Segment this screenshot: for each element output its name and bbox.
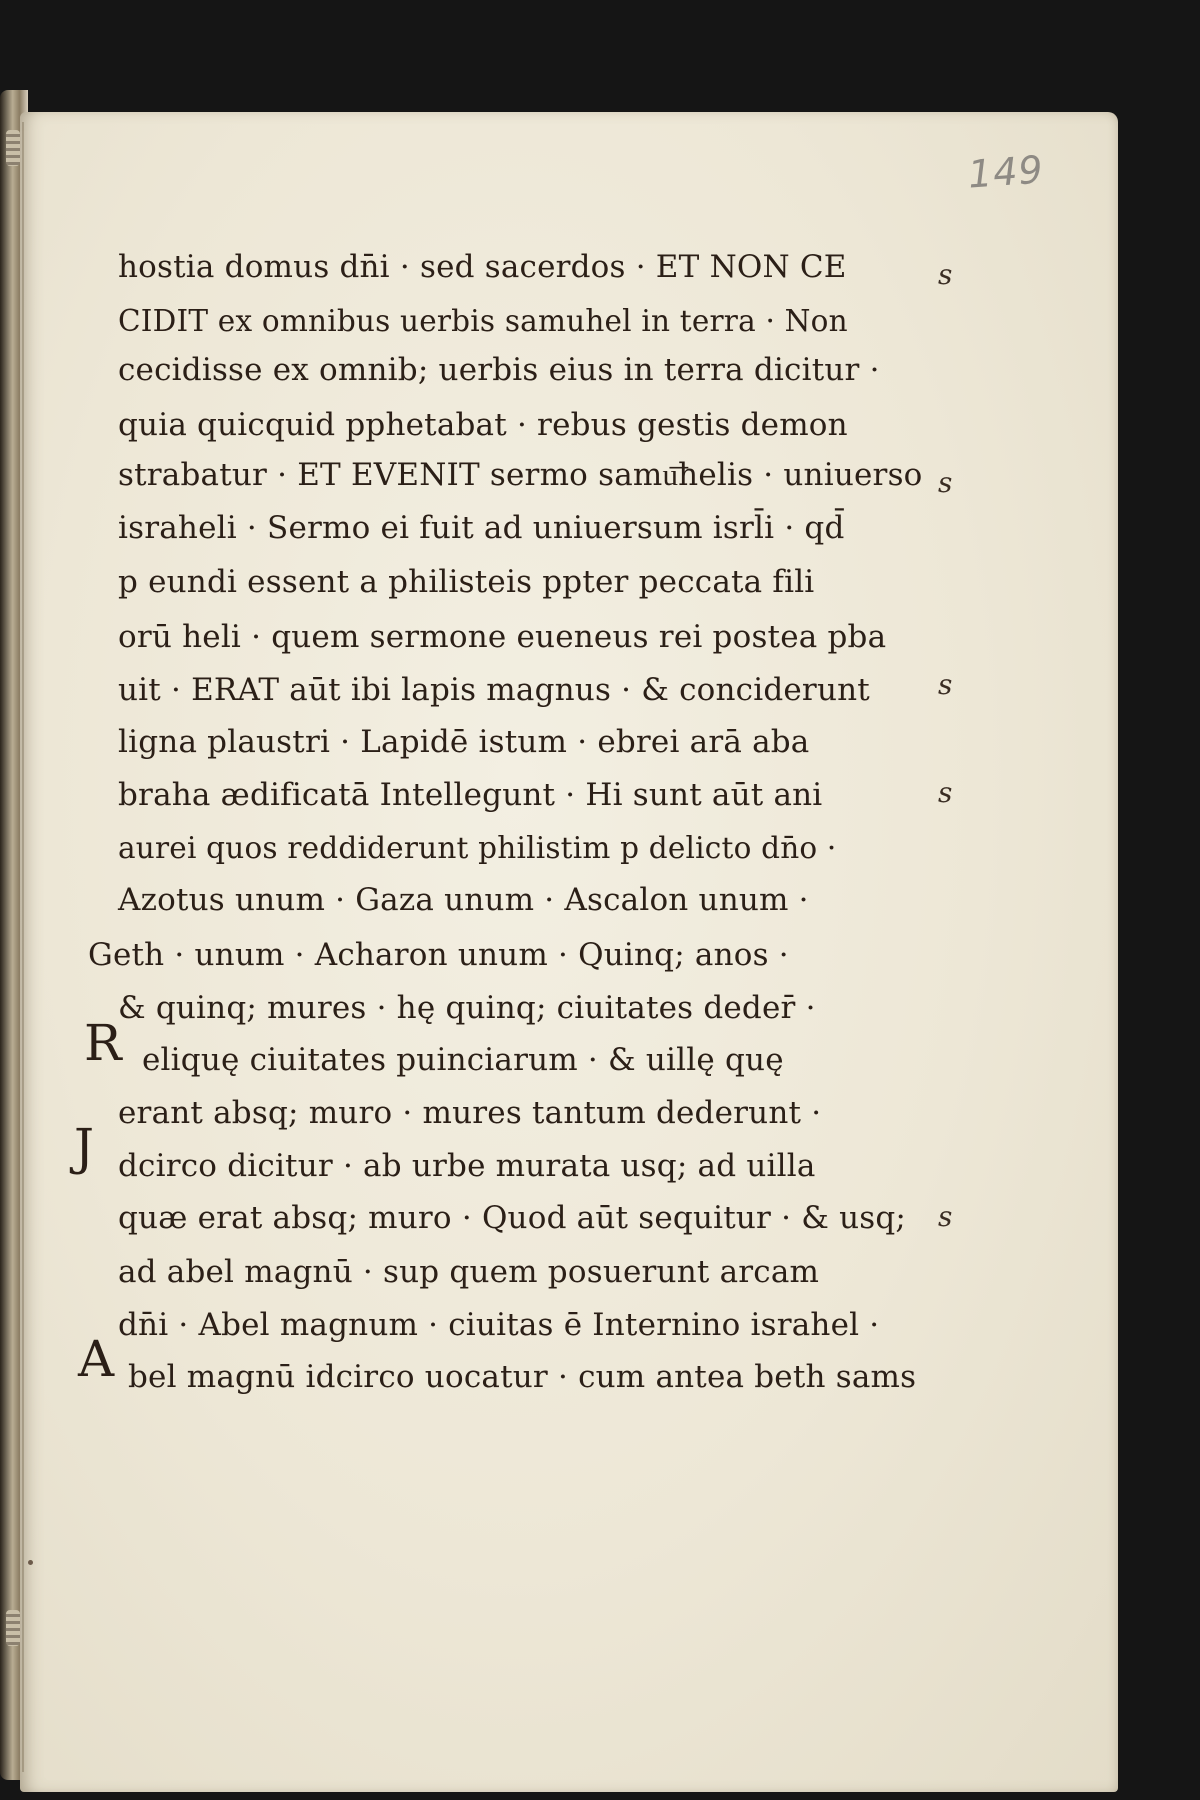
text-line: quæ erat absq; muro · Quod aūt sequitur · & usq; [118,1200,907,1236]
text-line: bel magnū idcirco uocatur · cum antea beth sams [128,1359,917,1395]
text-line: hostia domus dn̄i · sed sacerdos · ET NON CE [118,249,847,285]
text-line: ligna plaustri · Lapidē istum · ebrei arā aba [118,724,810,760]
text-line: Azotus unum · Gaza unum · Ascalon unum · [118,882,809,918]
initial-letter-a: A [78,1330,115,1388]
text-line: quia quicquid pphetabat · rebus gestis demon [118,407,848,443]
margin-mark: s [938,258,953,291]
margin-mark: s [938,668,953,701]
text-line: orū heli · quem sermone eueneus rei postea pba [118,619,887,655]
ink-speck [28,1560,33,1565]
text-line: dn̄i · Abel magnum · ciuitas ē Internino israhel · [118,1307,880,1343]
text-line: israheli · Sermo ei fuit ad uniuersum isrl̄i · qd̄ [118,510,845,546]
text-line: ad abel magnū · sup quem posuerunt arcam [118,1254,820,1290]
margin-mark: s [938,776,953,809]
text-line: & quinq; mures · hę quinq; ciuitates deder̄ · [118,990,816,1026]
folio-number: 149 [966,147,1045,197]
text-line: dcirco dicitur · ab urbe murata usq; ad uilla [118,1148,816,1184]
text-line: braha ædificatā Intellegunt · Hi sunt aūt ani [118,777,823,813]
text-line: uit · ERAT aūt ibi lapis magnus · & conciderunt [118,672,870,708]
margin-mark: s [938,466,953,499]
margin-mark: s [938,1200,953,1233]
text-line: eliquę ciuitates puinciarum · & uillę quę [142,1042,784,1078]
initial-letter-i: J [74,1118,95,1176]
text-line: aurei quos reddiderunt philistim p delicto dn̄o · [118,831,837,865]
text-line: Geth · unum · Acharon unum · Quinq; anos · [88,937,789,973]
text-line: erant absq; muro · mures tantum dederunt · [118,1095,822,1131]
initial-letter-r: R [84,1014,122,1072]
text-line: cecidisse ex omnib; uerbis eius in terra dicitur · [118,352,880,388]
text-line: p eundi essent a philisteis ppter peccata fili [118,564,815,600]
text-line: CIDIT ex omnibus uerbis samuhel in terra · Non [118,304,848,338]
text-line: strabatur · ET EVENIT sermo samu͞helis · uniuerso [118,457,923,493]
